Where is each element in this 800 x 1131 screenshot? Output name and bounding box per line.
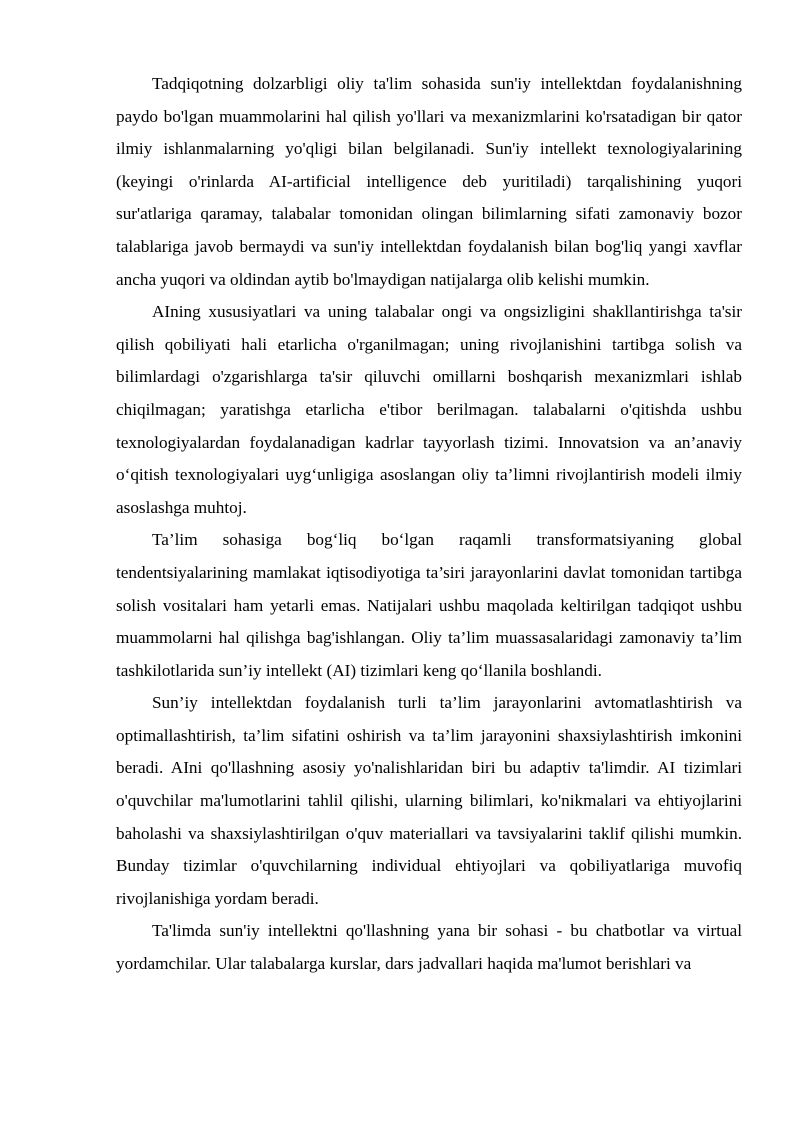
paragraph-2: AIning xususiyatlari va uning talabalar ongi va ongsizligini shakllantirishga ta'sir qilish qobiliyati hali etarlicha o'rganilmagan; uning rivojlanishini tartibga solish va bilimlardagi o'zgarishlarga ta'sir qiluvchi omillarni boshqarish mexanizmlari ishlab chiqilmagan; yaratishga etarlicha e'tibor berilmagan. talabalarni o'qitishda ushbu texnologiyalardan foydalanadigan kadrlar tayyorlash tizimi. Innovatsion va an’anaviy o‘qitish texnologiyalari uyg‘unligiga asoslangan oliy ta’limni rivojlantirish modeli ilmiy asoslashga muhtoj. (116, 302, 742, 517)
paragraph-3: Ta’lim sohasiga bog‘liq bo‘lgan raqamli transformatsiyaning global tendentsiyalarining mamlakat iqtisodiyotiga ta’siri jarayonlarini davlat tomonidan tartibga solish vositalari ham yetarli emas. Natijalari ushbu maqolada keltirilgan tadqiqot ushbu muammolarni hal qilishga bag'ishlangan. Oliy ta’lim muassasalaridagi zamonaviy ta’lim tashkilotlarida sun’iy intellekt (AI) tizimlari keng qo‘llanila boshlandi. (116, 530, 742, 680)
paragraph-1: Tadqiqotning dolzarbligi oliy ta'lim sohasida sun'iy intellektdan foydalanishning paydo bo'lgan muammolarini hal qilish yo'llari va mexanizmlarini ko'rsatadigan bir qator ilmiy ishlanmalarning yo'qligi bilan belgilanadi. Sun'iy intellekt texnologiyalarining (keyingi o'rinlarda AI-artificial intelligence deb yuritiladi) tarqalishining yuqori sur'atlariga qaramay, talabalar tomonidan olingan bilimlarning sifati zamonaviy bozor talablariga javob bermaydi va sun'iy intellektdan foydalanish bilan bog'liq yangi xavflar ancha yuqori va oldindan aytib bo'lmaydigan natijalarga olib kelishi mumkin. (116, 74, 742, 289)
paragraph-4: Sun’iy intellektdan foydalanish turli ta’lim jarayonlarini avtomatlashtirish va optimallashtirish, ta’lim sifatini oshirish va ta’lim jarayonini shaxsiylashtirish imkonini beradi. AIni qo'llashning asosiy yo'nalishlaridan biri bu adaptiv ta'limdir. AI tizimlari o'quvchilar ma'lumotlarini tahlil qilishi, ularning bilimlari, ko'nikmalari va ehtiyojlarini baholashi va shaxsiylashtirilgan o'quv materiallari va tavsiyalarini taklif qilishi mumkin. Bunday tizimlar o'quvchilarning individual ehtiyojlari va qobiliyatlariga muvofiq rivojlanishiga yordam beradi. (116, 693, 742, 908)
document-body (116, 68, 742, 981)
paragraph-5: Ta'limda sun'iy intellektni qo'llashning yana bir sohasi - bu chatbotlar va virtual yordamchilar. Ular talabalarga kurslar, dars jadvallari haqida ma'lumot berishlari va (116, 921, 742, 974)
